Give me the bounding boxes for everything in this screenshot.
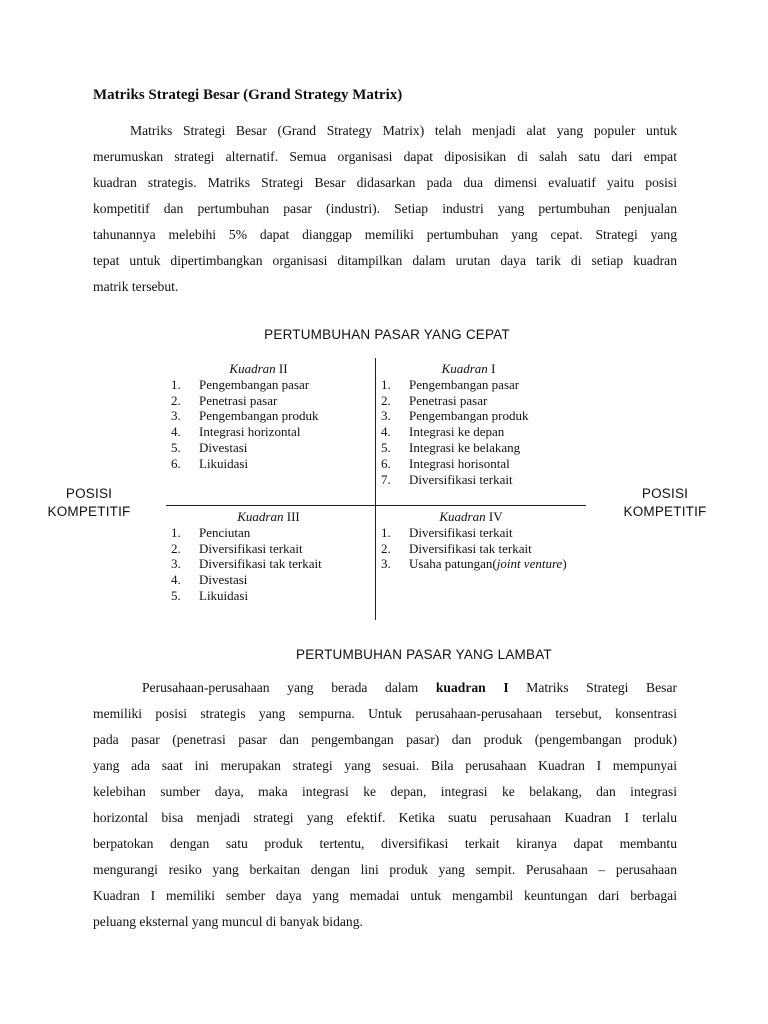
quadrant-list bbox=[381, 525, 586, 572]
text-line: tahunannya melebihi 5% dapat dianggap memiliki pertumbuhan yang cepat. Strategi yang bbox=[93, 227, 677, 242]
document-title: Matriks Strategi Besar (Grand Strategy Matrix) bbox=[93, 87, 403, 103]
matrix-horizontal-axis bbox=[166, 505, 586, 506]
list-item: 6. Integrasi horisontal bbox=[381, 455, 510, 471]
text-line: yang ada saat ini merupakan strategi yang sesuai. Bila perusahaan Kuadran I mempunyai bbox=[93, 758, 677, 773]
text-line: tepat untuk dipertimbangkan organisasi ditampilkan dalam urutan daya tarik di setiap kuadran bbox=[93, 253, 677, 268]
list-item: 3. Pengembangan produk bbox=[381, 408, 529, 424]
quadrant-4 bbox=[381, 509, 586, 572]
axis-label-slow-growth: PERTUMBUHAN PASAR YANG LAMBAT bbox=[296, 647, 552, 662]
quadrant-title: Kuadran I bbox=[441, 361, 496, 376]
text-line: berpatokan dengan satu produk tertentu, diversifikasi terkait kiranya dapat membantu bbox=[93, 836, 677, 851]
list-item: 2. Penetrasi pasar bbox=[171, 392, 278, 408]
quadrant-1 bbox=[381, 361, 586, 487]
text-line: kuadran strategis. Matriks Strategi Besar didasarkan pada dua dimensi evaluatif yaitu posisi bbox=[93, 175, 677, 190]
quadrant-list bbox=[171, 377, 371, 472]
quadrant-list bbox=[381, 377, 586, 488]
axis-left-line1: POSISI bbox=[65, 486, 113, 501]
list-item: 2. Diversifikasi terkait bbox=[171, 540, 303, 556]
quadrant-title: Kuadran III bbox=[237, 509, 300, 524]
list-item: 6. Likuidasi bbox=[171, 455, 249, 471]
quadrant-1-paragraph bbox=[93, 675, 677, 935]
list-item: 2. Penetrasi pasar bbox=[381, 392, 488, 408]
list-item: 5. Divestasi bbox=[171, 439, 248, 455]
text-line: memiliki posisi strategis yang sempurna. Untuk perusahaan-perusahaan tersebut, konsentrasi bbox=[93, 706, 677, 721]
list-item: 7. Diversifikasi terkait bbox=[381, 471, 513, 487]
list-item: 4. Divestasi bbox=[171, 572, 248, 588]
axis-right-line2: KOMPETITIF bbox=[623, 504, 707, 519]
list-item: 2. Diversifikasi tak terkait bbox=[381, 540, 532, 556]
list-item: 1. Diversifikasi terkait bbox=[381, 524, 513, 540]
text-line: horizontal bisa menjadi strategi yang efektif. Ketika suatu perusahaan Kuadran I terlalu bbox=[93, 810, 677, 825]
text-line: peluang eksternal yang muncul di banyak bidang. bbox=[93, 914, 363, 929]
quadrant-title: Kuadran IV bbox=[439, 509, 503, 524]
list-item: 5. Integrasi ke belakang bbox=[381, 439, 521, 455]
text-line: mengurangi resiko yang berkaitan dengan lini produk yang sempit. Perusahaan – perusahaan bbox=[93, 862, 677, 877]
axis-label-fast-growth: PERTUMBUHAN PASAR YANG CEPAT bbox=[264, 327, 510, 342]
list-item: 3. Diversifikasi tak terkait bbox=[171, 556, 322, 572]
list-item: 3. Usaha patungan(joint venture) bbox=[381, 556, 567, 572]
list-item: 4. Integrasi ke depan bbox=[381, 424, 505, 440]
axis-right-line1: POSISI bbox=[641, 486, 689, 501]
quadrant-2 bbox=[171, 361, 371, 472]
list-item: 1. Pengembangan pasar bbox=[171, 376, 310, 392]
text-line: merumuskan strategi alternatif. Semua organisasi dapat diposisikan di salah satu dari empat bbox=[93, 149, 677, 164]
text-line: Perusahaan-perusahaan yang berada dalam kuadran I Matriks Strategi Besar bbox=[142, 680, 678, 695]
list-item: 3. Pengembangan produk bbox=[171, 408, 319, 424]
list-item: 5. Likuidasi bbox=[171, 587, 249, 603]
quadrant-3 bbox=[171, 509, 371, 604]
quadrant-list bbox=[171, 525, 371, 604]
axis-label-competitive-right bbox=[616, 485, 714, 521]
list-item: 1. Pengembangan pasar bbox=[381, 376, 520, 392]
text-line: kelebihan sumber daya, maka integrasi ke depan, integrasi ke belakang, dan integrasi bbox=[93, 784, 677, 799]
list-item: 1. Penciutan bbox=[171, 524, 251, 540]
text-line: matrik tersebut. bbox=[93, 279, 179, 294]
matrix-vertical-axis bbox=[375, 358, 376, 620]
axis-left-line2: KOMPETITIF bbox=[47, 504, 131, 519]
quadrant-title: Kuadran II bbox=[229, 361, 288, 376]
intro-paragraph bbox=[93, 118, 677, 300]
text-line: pada pasar (penetrasi pasar dan pengembangan pasar) dan produk (pengembangan produk) bbox=[93, 732, 677, 747]
text-line: Matriks Strategi Besar (Grand Strategy Matrix) telah menjadi alat yang populer untuk bbox=[130, 123, 677, 138]
list-item: 4. Integrasi horizontal bbox=[171, 424, 301, 440]
axis-label-competitive-left bbox=[40, 485, 138, 521]
text-line: Kuadran I memiliki sember daya yang memadai untuk mengambil keuntungan dari berbagai bbox=[93, 888, 677, 903]
text-line: kompetitif dan pertumbuhan pasar (industri). Setiap industri yang pertumbuhan penjualan bbox=[93, 201, 677, 216]
